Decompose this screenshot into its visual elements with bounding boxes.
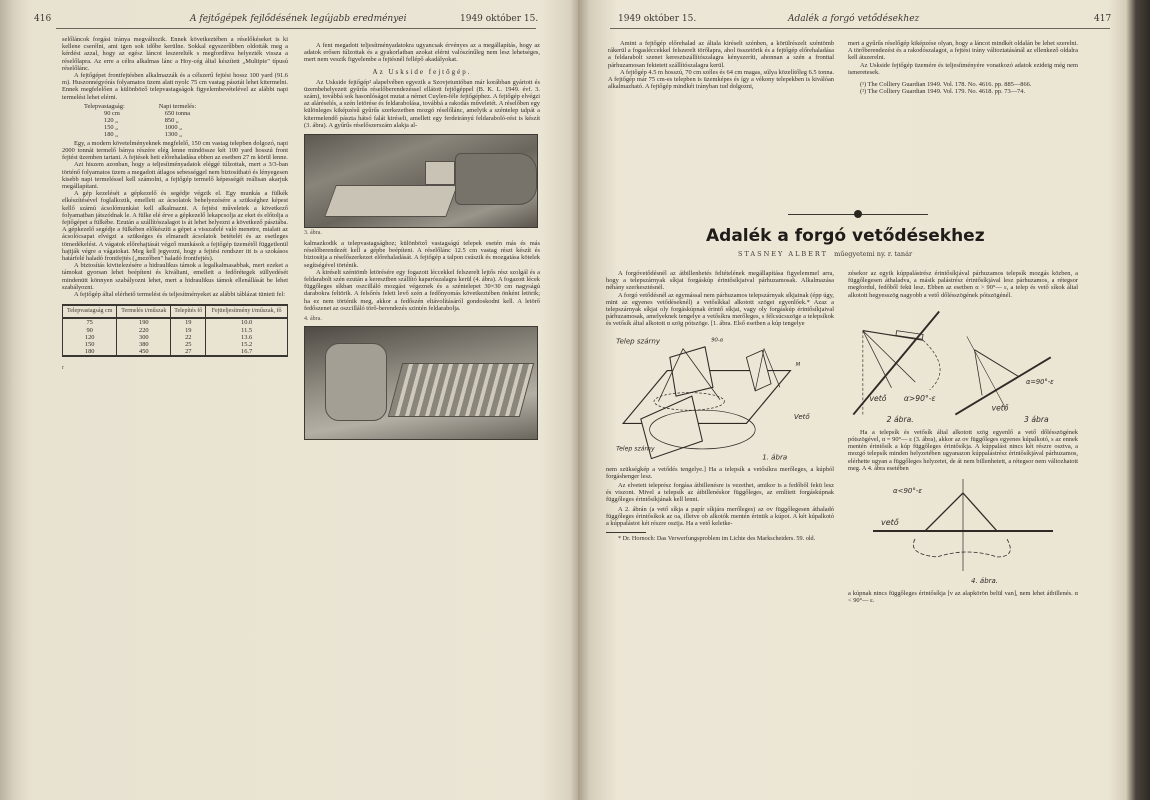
table-row (63, 318, 288, 326)
page-number: 417 (1094, 14, 1112, 24)
output: 650 tonna (164, 109, 191, 117)
production-list (80, 103, 200, 138)
figure-1-diagram (606, 331, 834, 463)
conveyor-grate (388, 363, 534, 417)
paragraph: A gép kezelését a gépkezelő és segédje végzik el. Egy munkás a fülkék elkészítésével foglalkozik, emellett az ácsolatok behelyezésére a szükséghez képest kellő számú ácsolómunkást kell alkalmazni. A fejtési műveletek a következő folyamatban játszódnak le. A fülke elé érve a gépkezelő lekapcsolja az eket és előtolja a fejtőgépet a fülkébe. Ezután a szállítószalagot is át lehet helyezni a következő pásztába. A gépkezelő segédje a fülkében előkészíti a gépet a visszafelé való menetre, mialatt az ácsolócsapat elvégzi a szükséges és elmaradt ácsolatok betételét és az esetleges tömedékelést. A vágatok előrehajtását végző munkások a fejtőgép üzemétől függetlenül hajtják végre a vágatokat. Meg kell jegyezni, hogy a fejtési rendszer itt is a szokásos határfelé haladó frontfejtés („mezőben" haladó frontfejtés). (62, 190, 288, 263)
paragraph: nem szükségkép a vetődés tengelye.] Ha a telepsík a vetősíkra merőleges, a kúpból forgáshenger lesz. (606, 465, 834, 480)
machine-photo-3 (304, 134, 538, 228)
left-column-2 (304, 36, 540, 440)
label-m: M (795, 361, 801, 368)
cell: 90 (63, 327, 117, 334)
cell: 16.7 (206, 348, 288, 356)
cell: 27 (171, 348, 206, 356)
output: 1300 „ (164, 130, 182, 138)
paragraph: Azt hiszem azonban, hogy a teljesítményadatok eléggé túlzottak, mert a 3/3-ban történő folyamatos üzem a megadott átlagos sebességgel nem biztosítható és lényegesen kisebb napi termeléssel kell számolni, a fejtőgép termelő képességét reálisan akarjuk megállapítani. (62, 161, 288, 191)
paragraph: mert a gyűrűs réselőgép kiképzése olyan, hogy a láncot mindkét oldalán be lehet szerelni. A törőberendezést és a rakodószalagot, a fejtési irány változtatásánál az ellenkező oldalra kell átszerelni. (848, 40, 1078, 62)
cutter-ring (455, 153, 537, 205)
cell: 120 (63, 334, 117, 341)
thickness: 180 „ (104, 130, 119, 138)
right-top-column-2 (848, 40, 1078, 95)
fig2-condition: α>90°-ε (903, 394, 936, 404)
label-wing-bottom: Telep szárny (616, 445, 655, 453)
cell: 10.0 (206, 318, 288, 326)
margin-mark: r (62, 365, 64, 372)
reference: (²) The Colliery Guardian 1949. Vol. 179. No. 4618. pp. 73—74. (860, 88, 1026, 96)
list-item (80, 117, 200, 124)
vertical-axis (967, 336, 1006, 408)
fig2-fault-label: vető (869, 394, 887, 404)
thickness: 90 cm (104, 109, 120, 117)
paragraph: Az Uskside fejtőgép² alapelvében egyezik a Szovjetunióban már korábban gyártott és üzembehelyezett gyűrűs réselőberendezéssel ellátott fejtőgéppel (B. K. L. 1949. évf. 3. szám), továbbá sok hasonlóságot mutat a német Cuylen-féle fejtőgéphez. A fejtőgép elvégzi az aláréselés, a szén letörése és feldarabolása, továbbá a rakodás műveletét. A réselőben egy különleges kiképzésű gyűrűs szerkezetben mozgó réselőlánc, amelyik a széntelep talpát a kitermelendő pászta hátsó falát kiréseli, amellett egy ferdeirányú feldaraboló-rést is készít (3. ábra). A gyűrűs réselőszerszám alakja al- (304, 78, 540, 129)
fig4-condition: α<90°-ε (893, 487, 923, 496)
paragraph: A forgó vetődésnél az egymással nem párhuzamos telepszárnyak síkjainak (épp úgy, mint az egyenes vetődéseknél) a vetősíkkal alkotott szögei egyenlőek.* Azaz a telepszárnyak síkjai oly forgáskúpnak érintő síkjai, vagy oly forgáskúp érintősíkjaival párhuzamosak, amelyeknek tengelye a vetősíkra merőleges, s félcsúcsszöge a telepsíkok és vetősík által alkotott α szög pótszöge. [1. ábra. Első esetben a kúp tengelye (606, 291, 834, 328)
author-name: STASNEY ALBERT (738, 250, 829, 258)
article-column-2 (848, 270, 1078, 604)
paragraph: zésekor az egyik kúppalástrész érintősíkjával párhuzamos telepsík mozgás közben, a függőlegesen áthaladva, a másik palástrész érintősíkjával lesz párhuzamos, a rétegsor megfordul, fedőből fekü lesz. Ebben az esetben α > 90°— ε, a telep és vető síkok által alkotott hegyesszög nagyobb a vető dőlésszögének pótszögénél. (848, 270, 1078, 299)
cell: 19 (171, 327, 206, 334)
paragraph: A biztosítás kivitelezésére a hidraulikus támok a legalkalmasabbak, mert ezeket a támokat gyorsan lehet beépíteni és kiváltani, emellett a fedőrétegek süllyedését mindenütt könnyen szabályozni lehet, mert a hidraulikus támok ellenállását be lehet szabályozni. (62, 262, 288, 291)
cone-edge (925, 493, 963, 531)
cell: 13.6 (206, 334, 288, 341)
col-header: Telepvastagság: (84, 102, 125, 110)
seam-line (863, 330, 923, 340)
fig3-caption: 3 ábra (1024, 414, 1049, 424)
paragraph: Az elvetett teleprész forgása átbillenésre is vezethet, amikor is a fedőből fekü lesz és viszont. Mivel a telepsík az átbillenéskor függőleges, az említett forgáskúpnak függőleges érintősíkjának kell lenni. (606, 482, 834, 504)
fig4-caption: 4. ábra. (971, 577, 999, 586)
header-rule (610, 28, 1110, 29)
table-header: Telepítés fő (171, 305, 206, 318)
figures-2-3-diagram (848, 302, 1078, 426)
table-row (63, 341, 288, 348)
footnote-rule (606, 532, 646, 533)
cell: 220 (117, 327, 171, 334)
cell: 380 (117, 341, 171, 348)
cell: 190 (117, 318, 171, 326)
page-number: 416 (34, 14, 52, 24)
paragraph: a kúpnak nincs függőleges érintősíkja [v az alapkörön belül van], nem lehet átbillenés. α < 90°— ε. (848, 590, 1078, 605)
cone-edge (863, 330, 892, 387)
table-header: Termelés t/műszak (117, 305, 171, 318)
author-line (738, 250, 912, 258)
output: 1000 „ (164, 123, 182, 131)
table-header: Telepvastagság cm (63, 305, 117, 318)
paragraph: Ha a telepsík és vetősík által alkotott szög egyenlő a vető dőlésszögének pótszögével, α = 90°— ε (3. ábra), akkor az ov függőleges egyenes kúpalkotó, s az ennek mentén érintősík a kúp függőleges érintősíkja. A kúppalást nincs két részre osztva, a mozgó telepsík minden helyzetében ugyanazon kúppalástrész érintősíkjával párhuzamos, elérhette ugyan a függőleges helyzetet, de át nem billenhetett, a rétegsor nem változhatott meg. A 4. ábra esetében (848, 428, 1078, 472)
paragraph: Egy, a modern követelményeknek megfelelő, 150 cm vastag telepben dolgozó, napi 2000 tonnát termelő bánya részére elég lenne mindössze két 100 yard hosszú front fejtést üzemben tartani. A fejtések heti előrehaladása ebben az esetben 27 m körül lenne. (62, 139, 288, 162)
footnote: * Dr. Hornoch: Das Verwerfungsproblem im Lichte des Markscheiders. 59. old. (618, 535, 816, 543)
thickness: 150 „ (104, 123, 119, 131)
paragraph: selőláncok forgási iránya megváltozik. Ennek következtében a réselőkéseket is ki kellene cserélni, ami igen sok időbe kerülne. Sokkal egyszerűbben oldották meg a kérdést azzal, hogy az egész láncot leszerelték s megfordítva helyezték vissza a réselőlapra. Az erre a célra alkalmas lánc a Hoy-cég által készített „Multipie" típusú réselőlánc. (62, 36, 288, 72)
figure-caption: 4. ábra. (304, 316, 322, 323)
divider-dot (854, 210, 862, 218)
cone-edge (974, 350, 982, 396)
paragraph: A fejtőgépet frontfejtésben alkalmazzák és a célszerű fejtési hossz 100 yard (91.6 m). Huszonnégyórás folyamatos üzem alatt nyolc 75 cm vastag pásztát lehet kitermelni. Ennek megfelelően a különböző telepvastagságok figyelembevételével az alábbi napi termelést lehet elérni. (62, 72, 288, 101)
list-item (80, 110, 200, 117)
paragraph: Amint a fejtőgép előrehalad az általa kiréselt szénben, a körülrészelt széntömb rákerül a fogasléccekkel felszerelt törőlapra, ahol összetörik és a fejtőgép előrehaladása a feldarabolt szenet keresztszállítószalagra kényszeríti, ahonnan a szén a fronttal párhuzamosan fektetett szállítószalagra kerül. (608, 40, 834, 69)
angle-label: 90-α (711, 337, 724, 344)
cell: 19 (171, 318, 206, 326)
cell: 180 (63, 348, 117, 356)
table-header: Fejtteljesítmény t/műszak, fő (206, 305, 288, 318)
right-page (578, 0, 1150, 800)
machine-photo-4 (304, 326, 538, 440)
cone-edge (963, 493, 997, 531)
col-header: Napi termelés: (158, 102, 197, 110)
page-date: 1949 október 15. (460, 14, 539, 24)
header-rule (56, 28, 536, 29)
output: 850 „ (164, 116, 179, 124)
reference: (¹) The Colliery Guardian 1949. Vol. 178. No. 4616. pp. 885—866. (860, 81, 1032, 89)
machine-body (324, 185, 458, 217)
article-title: Adalék a forgó vetődésekhez (706, 226, 985, 246)
paragraph: A kiréselt széntömb letörésére egy fogazott léccekkel felszerelt lejtős rész szolgál és a feldarabolt szén ezután a keresztben szállító kaparószalagra kerül (4. ábra). A fogazott lécek függőleges síkban oszcilláló mozgást végeznek és a széntelepet 30×30 cm nagyságú darabokra feltörik. A felsőrés felett levő szén a fedőnyomás következtében önként letörik; ha ez nem történik meg, akkor a fedőszén eltávolításáról gondoskodni kell. A letörő fedőszenet az oszcilláló törő-berendezés szintén feldarabolja. (304, 268, 540, 312)
running-title: Adalék a forgó vetődésekhez (788, 14, 920, 24)
figure-caption: 1. ábra (762, 452, 788, 462)
list-item (80, 124, 200, 131)
label-fault: Vető (793, 411, 810, 421)
seam-wing-upper (670, 346, 713, 395)
cell: 450 (117, 348, 171, 356)
cell: 75 (63, 318, 117, 326)
machine-cab (425, 161, 455, 185)
left-column-1 (62, 36, 288, 373)
table-row (63, 334, 288, 341)
paragraph: A fent megadott teljesítményadatokra ugyancsak érvényes az a megállapítás, hogy az adatok erősen túlzottak és a gyakorlatban azokat elérni valószínűleg nem lesz lehetséges, mert nem veszik figyelembe a fejtésnél fellépő akadályokat. (304, 42, 540, 64)
paragraph: A 2. ábrán (a vető síkja a papír síkjára merőleges) az ov függőlegesen áthaladó függőleges érintősíkok az oa, illetve ob alkotók mentén érintik a kúpot. A két kúpalkotó a kúppalástot két részre osztja. Ha a vető keletke- (606, 505, 834, 528)
breaker-housing (325, 343, 387, 421)
cell: 22 (171, 334, 206, 341)
cell: 25 (171, 341, 206, 348)
cell: 150 (63, 341, 117, 348)
paragraph: A forgóvetődésnél az átbillenhetés feltételének megállapítása figyelemmel arra, hogy a telepszárnyak síkjai forgáskúp érintősíkjaival párhuzamosak. Alkalmazása néhány szerkesztésnél. (606, 270, 834, 292)
author-title: műegyetemi ny. r. tanár (834, 250, 913, 258)
paragraph: A fejtőgép 4.5 m hosszú, 70 cm széles és 64 cm magas, súlya közelítőleg 6.5 tonna. A fejtőgép már 75 cm-es telepben is üzemképes és így a vékony telepekben is kiválóan alkalmazható. A fejtőgép mindkét irányban tud dolgozni, (608, 68, 834, 91)
figure-4-diagram (863, 475, 1063, 587)
paragraph: A fejtőgép által elérhető termelést és teljesítményeket az alábbi táblázat tünteti fel: (74, 291, 285, 299)
article-column-1 (606, 270, 834, 542)
cone-base (913, 539, 1010, 557)
running-title: A fejtőgépek fejlődésének legújabb eredményei (190, 14, 407, 24)
fig2-caption: 2 ábra. (886, 414, 914, 424)
list-item (80, 131, 200, 138)
paragraph: kalmazkodik a telepvastagsághoz; különböző vastagságú telepek esetén más és más réselőberendezét kell a gépbe beépíteni. A réselőlánc 12.5 cm vastag részt készít és biztosítja a réselőszerkezet előrehaladását. A fejtőgép a talpon csúszik és mozgatása kötelek segítségével történik. (304, 240, 540, 269)
page-date: 1949 október 15. (618, 14, 697, 24)
thickness: 120 „ (104, 116, 119, 124)
cell: 300 (117, 334, 171, 341)
right-top-column-1 (608, 40, 834, 90)
fig4-fault-label: vető (881, 518, 899, 528)
section-heading: Az Uskside fejtőgép. (372, 67, 472, 76)
performance-table (62, 304, 288, 357)
table-row (63, 348, 288, 356)
cell: 15.2 (206, 341, 288, 348)
label-wing-top: Telep szárny (616, 335, 661, 345)
figure-caption: 3. ábra. (304, 230, 322, 237)
fig3-condition: α=90°-ε (1025, 377, 1054, 386)
cell: 11.5 (206, 327, 288, 334)
paragraph: Az Uskside fejtőgép üzemére és teljesítményére vonatkozó adatok ezideig még nem ismeretesek. (848, 61, 1078, 76)
cone-edge (863, 330, 915, 382)
cone-arc (923, 340, 940, 390)
table-row (63, 327, 288, 334)
fig3-fault-label: vető (991, 403, 1009, 413)
